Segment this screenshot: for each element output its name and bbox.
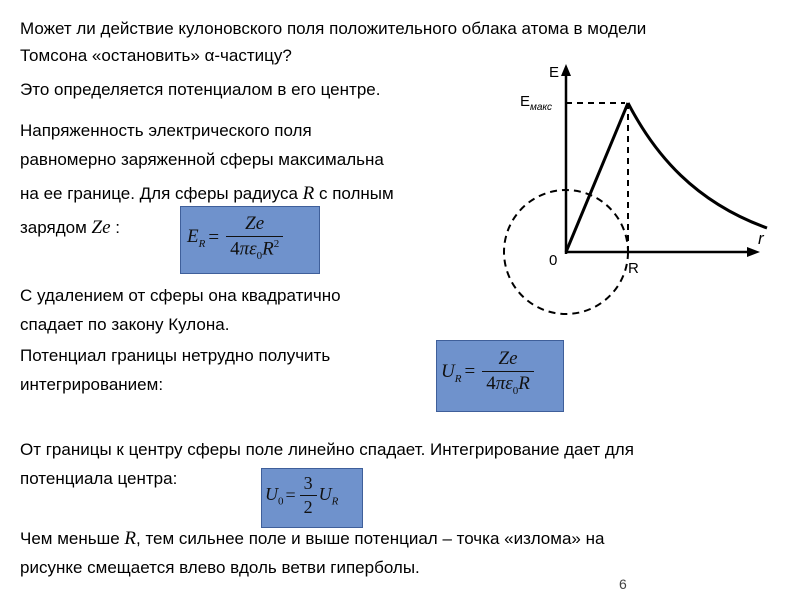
var-R: R: [302, 183, 315, 204]
var-Ze: Ze: [91, 217, 111, 238]
radius: R: [262, 238, 274, 260]
paragraph-coulomb-line-2: спадает по закону Кулона.: [20, 315, 230, 334]
alpha-symbol: α: [204, 46, 215, 65]
symbol: E: [187, 225, 199, 247]
paragraph-conclusion-line-1: [20, 524, 604, 553]
numerator: 3: [303, 473, 313, 493]
denominator: 2: [300, 495, 317, 518]
formula-lhs: [441, 361, 461, 385]
text: Чем меньше: [20, 529, 125, 548]
pi: π: [239, 238, 250, 260]
text: :: [110, 218, 120, 237]
radius-label: R: [628, 260, 639, 277]
epsilon: ε: [505, 373, 513, 394]
text: с полным: [314, 184, 394, 203]
equals-sign: =: [285, 485, 296, 505]
formula-rhs: [319, 484, 339, 508]
paragraph-boundary-line-1: Потенциал границы нетрудно получить: [20, 346, 331, 365]
var-R: R: [124, 528, 137, 549]
title-text: Томсона «остановить»: [20, 46, 205, 65]
epsilon: ε: [249, 238, 257, 260]
field-diagram: [495, 50, 795, 350]
paragraph-coulomb-line-1: С удалением от сферы она квадратично: [20, 286, 341, 305]
paragraph-field-line-1: Напряженность электрического поля: [20, 121, 312, 140]
subscript: R: [331, 495, 339, 508]
paragraph-field-line-3: [20, 179, 394, 208]
paragraph-conclusion-line-2: рисунке смещается влево вдоль ветви гиперболы.: [20, 558, 420, 577]
formula-field-strength: [180, 206, 320, 274]
symbol: E: [520, 93, 531, 110]
slide-title-line-1: Может ли действие кулоновского поля положительного облака атома в модели: [20, 19, 647, 38]
page-number: 6: [619, 576, 627, 592]
field-inside-line: [566, 103, 628, 252]
denominator: [482, 371, 534, 397]
text: на ее границе. Для сферы радиуса: [20, 184, 303, 203]
paragraph-center-potential: Это определяется потенциалом в его центре.: [20, 80, 381, 99]
paragraph-center-line-2: потенциала центра:: [20, 469, 178, 488]
formula-boundary-potential: [436, 340, 564, 412]
denominator: [226, 236, 283, 262]
origin-label: 0: [549, 252, 558, 269]
field-outside-curve: [628, 103, 767, 228]
equals-sign: =: [208, 226, 220, 248]
x-axis-arrow: [747, 247, 760, 257]
fraction: [482, 348, 534, 397]
subscript: R: [454, 372, 462, 385]
symbol: U: [441, 360, 455, 382]
text: зарядом: [20, 218, 92, 237]
y-axis-arrow: [561, 64, 571, 76]
fraction: [226, 213, 283, 262]
symbol: U: [318, 483, 332, 504]
formula-lhs: [265, 484, 284, 508]
formula-lhs: [187, 226, 205, 250]
paragraph-field-line-2: равномерно заряженной сферы максимальна: [20, 150, 384, 169]
numerator: Ze: [498, 348, 518, 369]
numerator: Ze: [245, 213, 265, 234]
text: , тем сильнее поле и выше потенциал – точка «излома» на: [136, 529, 605, 548]
subscript: 0: [256, 250, 263, 263]
axis-y-label: E: [549, 64, 560, 81]
subscript: макс: [530, 102, 553, 113]
subscript: 0: [278, 495, 284, 508]
paragraph-center-line-1: От границы к центру сферы поле линейно спадает. Интегрирование дает для: [20, 440, 634, 459]
subscript: R: [198, 237, 206, 250]
radius: R: [518, 373, 530, 394]
formula-center-potential: [261, 468, 363, 528]
paragraph-boundary-line-2: интегрированием:: [20, 375, 164, 394]
subscript: 0: [512, 384, 519, 397]
symbol: U: [265, 483, 278, 504]
title-text-end: -частицу?: [214, 46, 292, 65]
coef: 4: [230, 238, 240, 260]
axis-x-label: r: [758, 229, 764, 248]
slide-title-line-2: [20, 41, 292, 70]
exponent: 2: [273, 238, 280, 250]
pi: π: [495, 373, 506, 394]
paragraph-field-line-4: [20, 213, 120, 242]
fraction: [300, 473, 317, 518]
equals-sign: =: [464, 361, 476, 383]
emax-label: [520, 93, 552, 113]
coef: 4: [486, 373, 496, 394]
